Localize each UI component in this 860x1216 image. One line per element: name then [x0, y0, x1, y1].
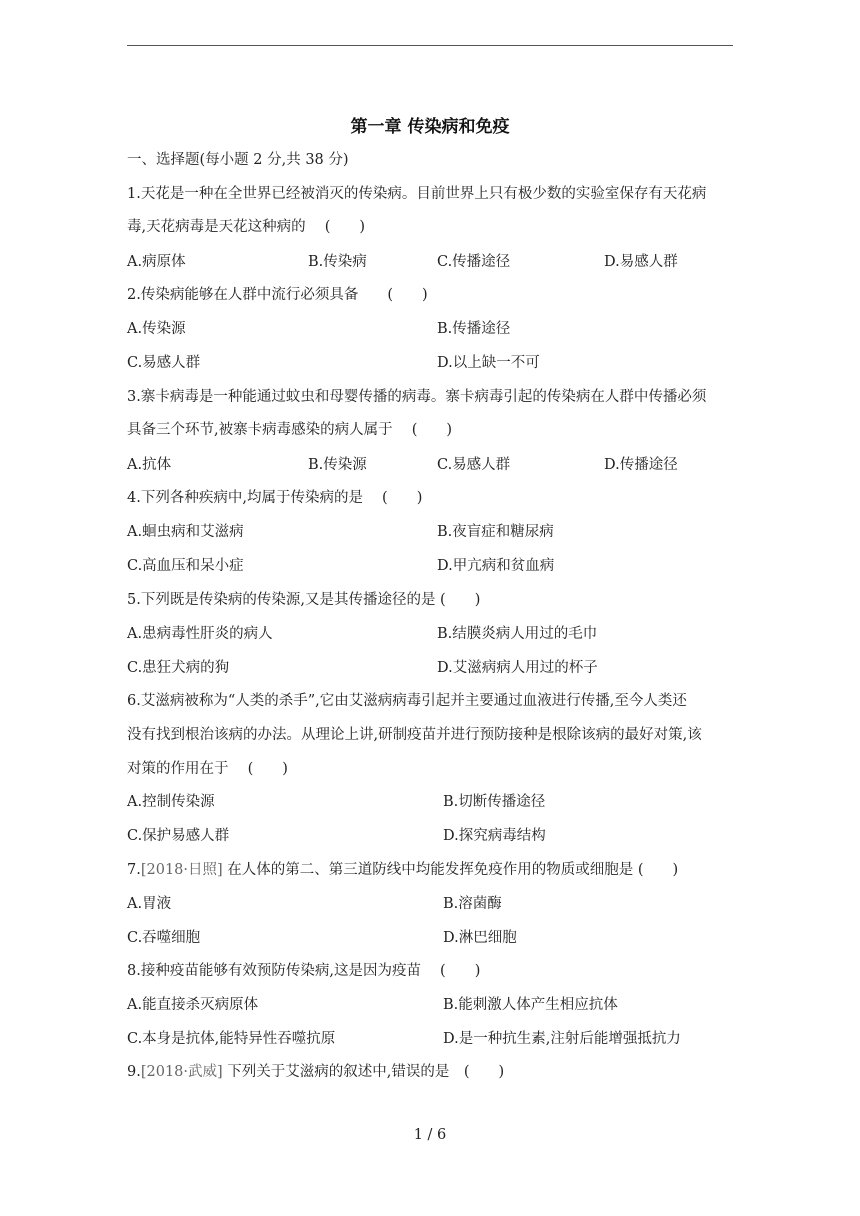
question-7-line-1	[127, 860, 678, 880]
question-4-line-1: 4.下列各种疾病中,均属于传染病的是 ( )	[127, 490, 423, 506]
q5-option-d: D.艾滋病病人用过的杯子	[437, 660, 598, 676]
q3-option-b: B.传染源	[308, 457, 367, 473]
question-5-line-1: 5.下列既是传染病的传染源,又是其传播途径的是 ( )	[127, 592, 481, 608]
q4-option-c: C.高血压和呆小症	[127, 558, 244, 574]
q1-option-d: D.易感人群	[604, 254, 678, 270]
q3-option-d: D.传播途径	[604, 457, 678, 473]
q7-option-d: D.淋巴细胞	[443, 930, 517, 946]
q8-option-d: D.是一种抗生素,注射后能增强抵抗力	[443, 1031, 681, 1047]
q6-option-b: B.切断传播途径	[443, 794, 546, 810]
q4-option-b: B.夜盲症和糖尿病	[437, 524, 554, 540]
q2-option-a: A.传染源	[127, 321, 186, 337]
q5-option-a: A.患病毒性肝炎的病人	[127, 626, 273, 642]
question-9-source: [2018·武威]	[140, 1064, 223, 1080]
q8-option-b: B.能刺激人体产生相应抗体	[443, 997, 618, 1013]
q3-option-a: A.抗体	[127, 457, 172, 473]
page-number: 1 / 6	[413, 1127, 447, 1143]
question-9-line-1	[127, 1062, 504, 1082]
section-heading: 一、选择题(每小题 2 分,共 38 分)	[127, 152, 349, 168]
chapter-title: 第一章 传染病和免疫	[350, 117, 510, 137]
question-2-line-1: 2.传染病能够在人群中流行必须具备 ( )	[127, 287, 428, 303]
q1-option-b: B.传染病	[308, 254, 367, 270]
q8-option-c: C.本身是抗体,能特异性吞噬抗原	[127, 1031, 336, 1047]
q1-option-c: C.传播途径	[437, 254, 511, 270]
q7-option-b: B.溶菌酶	[443, 896, 502, 912]
q4-option-d: D.甲亢病和贫血病	[437, 558, 555, 574]
q6-option-d: D.探究病毒结构	[443, 828, 546, 844]
question-7-text: 在人体的第二、第三道防线中均能发挥免疫作用的物质或细胞是 ( )	[222, 862, 679, 878]
question-6-line-2: 没有找到根治该病的办法。从理论上讲,研制疫苗并进行预防接种是根除该病的最好对策,该	[127, 727, 702, 743]
q3-option-c: C.易感人群	[437, 457, 511, 473]
q5-option-b: B.结膜炎病人用过的毛巾	[437, 626, 598, 642]
q7-option-c: C.吞噬细胞	[127, 930, 201, 946]
question-6-line-1: 6.艾滋病被称为“人类的杀手”,它由艾滋病病毒引起并主要通过血液进行传播,至今人类还	[127, 693, 687, 709]
q7-option-a: A.胃液	[127, 896, 172, 912]
q2-option-c: C.易感人群	[127, 355, 201, 371]
question-8-line-1: 8.接种疫苗能够有效预防传染病,这是因为疫苗 ( )	[127, 963, 481, 979]
q8-option-a: A.能直接杀灭病原体	[127, 997, 259, 1013]
question-3-line-2: 具备三个环节,被寨卡病毒感染的病人属于 ( )	[127, 422, 453, 438]
header-rule	[127, 45, 733, 46]
question-3-line-1: 3.寨卡病毒是一种能通过蚊虫和母婴传播的病毒。寨卡病毒引起的传染病在人群中传播必须	[127, 389, 707, 405]
q1-option-a: A.病原体	[127, 254, 186, 270]
q2-option-b: B.传播途径	[437, 321, 511, 337]
question-7-number: 7.	[127, 862, 141, 878]
question-1-line-2: 毒,天花病毒是天花这种病的 ( )	[127, 219, 366, 235]
question-7-source: [2018·日照]	[140, 862, 223, 878]
q4-option-a: A.蛔虫病和艾滋病	[127, 524, 244, 540]
question-6-line-3: 对策的作用在于 ( )	[127, 761, 288, 777]
question-9-text: 下列关于艾滋病的叙述中,错误的是 ( )	[222, 1064, 505, 1080]
q6-option-c: C.保护易感人群	[127, 828, 230, 844]
q2-option-d: D.以上缺一不可	[437, 355, 540, 371]
q5-option-c: C.患狂犬病的狗	[127, 660, 230, 676]
q6-option-a: A.控制传染源	[127, 794, 215, 810]
question-1-line-1: 1.天花是一种在全世界已经被消灭的传染病。目前世界上只有极少数的实验室保存有天花病	[127, 186, 707, 202]
question-9-number: 9.	[127, 1064, 141, 1080]
